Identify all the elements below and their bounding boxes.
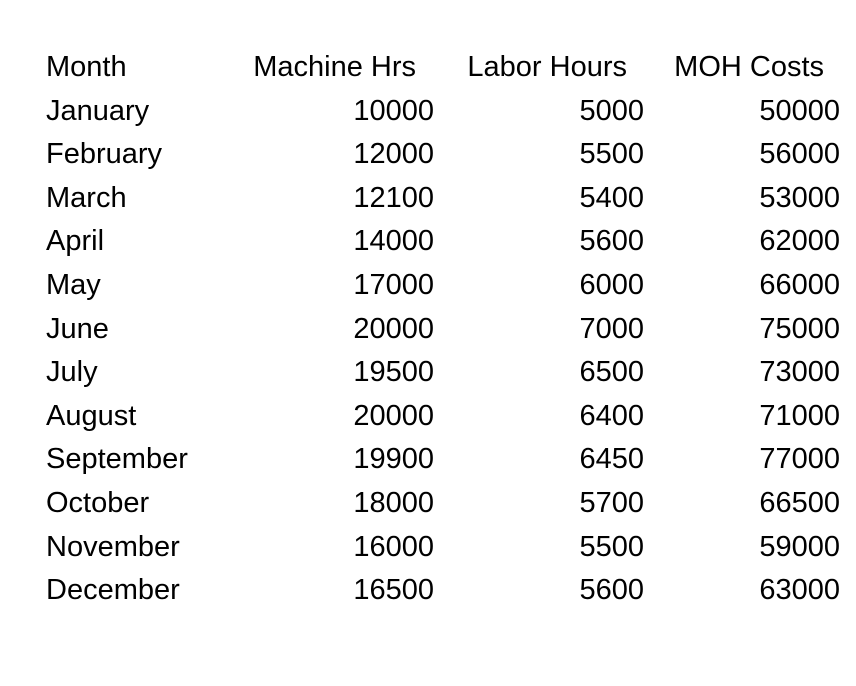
table-row [46, 395, 840, 439]
cell-moh-costs: 75000 [759, 312, 840, 345]
cell-month: January [46, 94, 150, 127]
cell-labor-hours: 5500 [579, 530, 644, 563]
table-body [46, 90, 840, 613]
cell-machine-hrs: 16500 [353, 574, 434, 607]
cell-month: March [46, 181, 127, 214]
header-labor-hours: Labor Hours [467, 51, 627, 83]
cell-labor-hours: 5500 [579, 138, 644, 171]
cell-labor-hours: 5700 [579, 486, 644, 519]
cell-machine-hrs: 12100 [353, 181, 434, 214]
cell-moh-costs: 73000 [759, 356, 840, 389]
cell-moh-costs: 77000 [759, 443, 840, 476]
cell-month: November [46, 530, 180, 563]
cell-machine-hrs: 14000 [353, 225, 434, 258]
cell-labor-hours: 6500 [579, 356, 644, 389]
table-row [46, 220, 840, 264]
cell-machine-hrs: 20000 [353, 312, 434, 345]
cell-labor-hours: 5000 [579, 94, 644, 127]
cell-moh-costs: 50000 [759, 94, 840, 127]
cell-month: February [46, 138, 163, 171]
cell-labor-hours: 6400 [579, 399, 644, 432]
cell-month: December [46, 574, 180, 607]
cell-machine-hrs: 17000 [353, 268, 434, 301]
table-row [46, 308, 840, 352]
table-row [46, 526, 840, 570]
cell-machine-hrs: 12000 [353, 138, 434, 171]
cell-moh-costs: 66000 [759, 268, 840, 301]
cell-moh-costs: 71000 [759, 399, 840, 432]
cell-month: June [46, 312, 109, 345]
cell-month: September [46, 443, 188, 476]
cell-labor-hours: 6000 [579, 268, 644, 301]
cell-machine-hrs: 19900 [353, 443, 434, 476]
cell-month: October [46, 486, 150, 519]
cell-machine-hrs: 16000 [353, 530, 434, 563]
header-month: Month [46, 51, 127, 83]
table-header-row [46, 46, 840, 90]
cell-labor-hours: 5400 [579, 181, 644, 214]
cell-labor-hours: 6450 [579, 443, 644, 476]
table-row [46, 351, 840, 395]
table-row [46, 133, 840, 177]
cell-machine-hrs: 19500 [353, 356, 434, 389]
table-row [46, 177, 840, 221]
cell-month: August [46, 399, 137, 432]
table-row [46, 90, 840, 134]
cell-month: May [46, 268, 101, 301]
table-row [46, 438, 840, 482]
cell-moh-costs: 56000 [759, 138, 840, 171]
cell-labor-hours: 5600 [579, 225, 644, 258]
cell-moh-costs: 53000 [759, 181, 840, 214]
table-row [46, 264, 840, 308]
cell-moh-costs: 63000 [759, 574, 840, 607]
table-row [46, 482, 840, 526]
cell-machine-hrs: 10000 [353, 94, 434, 127]
cell-machine-hrs: 18000 [353, 486, 434, 519]
cell-labor-hours: 7000 [579, 312, 644, 345]
cell-moh-costs: 62000 [759, 225, 840, 258]
cell-machine-hrs: 20000 [353, 399, 434, 432]
cell-moh-costs: 59000 [759, 530, 840, 563]
header-machine-hrs: Machine Hrs [253, 51, 416, 83]
cell-moh-costs: 66500 [759, 486, 840, 519]
cell-month: July [46, 356, 98, 389]
table-row [46, 569, 840, 613]
header-moh-costs: MOH Costs [674, 51, 824, 83]
cell-labor-hours: 5600 [579, 574, 644, 607]
cost-data-table [46, 46, 840, 613]
cell-month: April [46, 225, 105, 258]
